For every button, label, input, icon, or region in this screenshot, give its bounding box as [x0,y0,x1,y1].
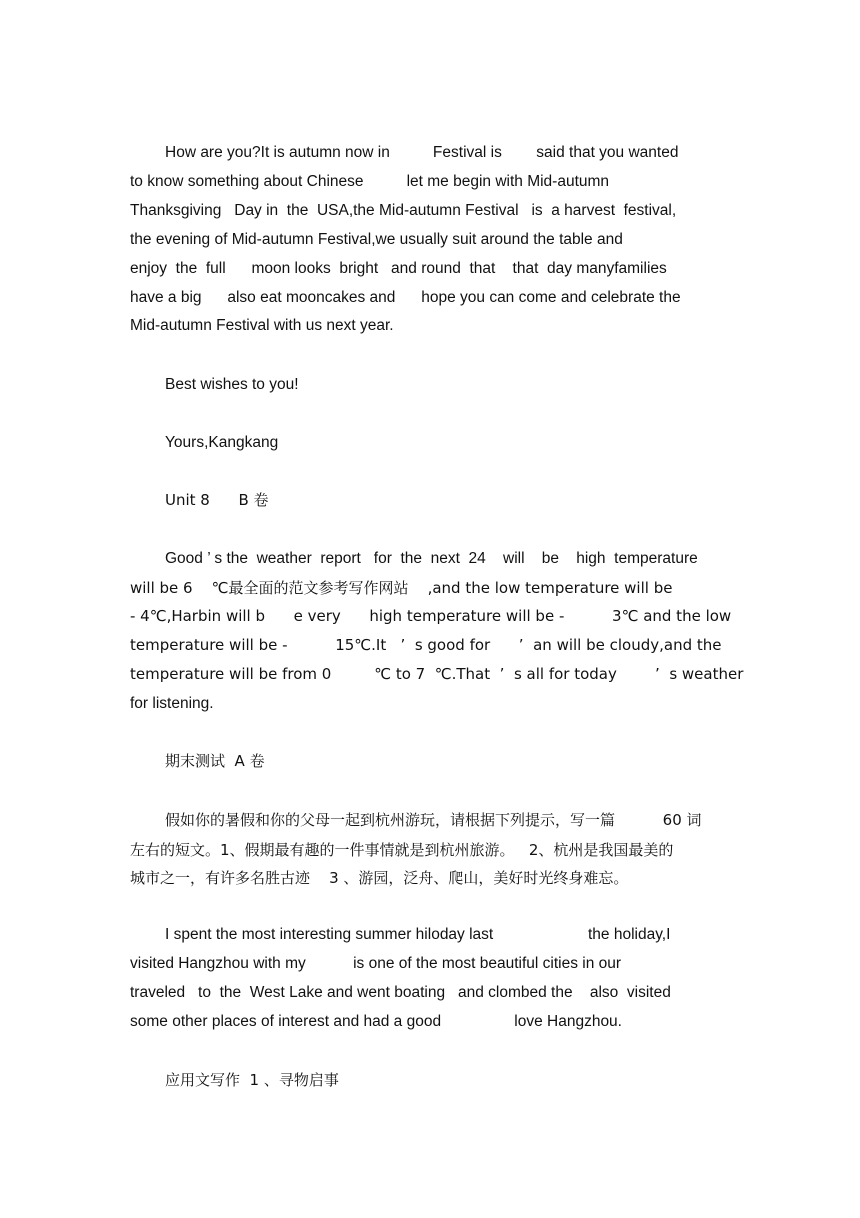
letter-line-7: Mid-autumn Festival with us next year. [130,317,394,334]
letter-line-1: How are you?It is autumn now in Festival is said that you wanted [165,144,679,161]
final-test-prompt-1: 假如你的暑假和你的父母一起到杭州游玩，请根据下列提示，写一篇 60 词 [165,811,702,829]
final-test-answer-1: I spent the most interesting summer hiloday last the holiday,I [165,926,671,943]
final-test-prompt-2: 左右的短文。1、假期最有趣的一件事情就是到杭州旅游。 2、杭州是我国最美的 [130,841,674,859]
applied-writing-heading: 应用文写作 1 、寻物启事 [165,1071,339,1089]
unit8-line-2: will be 6 ℃最全面的范文参考写作网站 ,and the low temperature will be [130,579,673,597]
unit8-line-3: - 4℃,Harbin will b e very high temperature will be - 3℃ and the low [130,607,732,625]
letter-signature: Yours,Kangkang [165,434,279,451]
letter-line-4: the evening of Mid-autumn Festival,we usually suit around the table and [130,231,623,248]
letter-line-3: Thanksgiving Day in the USA,the Mid-autumn Festival is a harvest festival, [130,202,677,219]
letter-line-5: enjoy the full moon looks bright and round that that day manyfamilies [130,260,667,277]
final-test-answer-3: traveled to the West Lake and went boating and clombed the also visited [130,984,671,1001]
unit8-line-1: Good ’ s the weather report for the next 24 will be high temperature [165,550,698,567]
final-test-answer-4: some other places of interest and had a good love Hangzhou. [130,1013,622,1030]
final-test-answer-2: visited Hangzhou with my is one of the most beautiful cities in our [130,955,622,972]
unit8-line-6: for listening. [130,695,214,712]
unit8-line-4: temperature will be - 15℃.It ’ s good for ’ an will be cloudy,and the [130,636,722,654]
letter-line-2: to know something about Chinese let me begin with Mid-autumn [130,173,610,190]
letter-line-6: have a big also eat mooncakes and hope you can come and celebrate the [130,289,681,306]
final-test-prompt-3: 城市之一，有许多名胜古迹 3 、游园，泛舟、爬山，美好时光终身难忘。 [130,869,629,887]
letter-closing: Best wishes to you! [165,376,299,393]
unit8-line-5: temperature will be from 0 ℃ to 7 ℃.That ’ s all for today ’ s weather [130,665,744,683]
final-test-heading: 期末测试 A 卷 [165,752,265,770]
unit8-heading: Unit 8 B 卷 [165,491,269,509]
